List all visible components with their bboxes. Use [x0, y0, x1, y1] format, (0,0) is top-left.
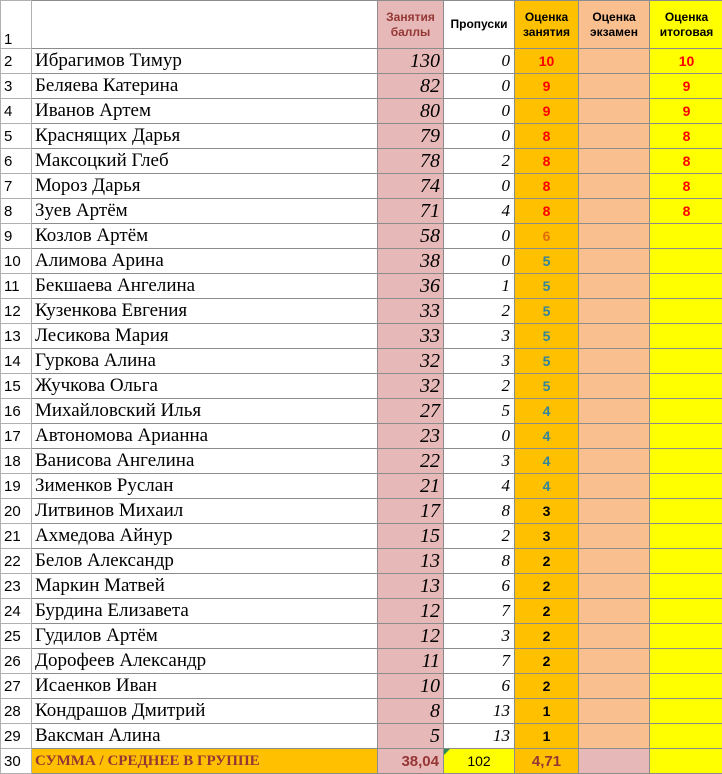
- exam-grade-cell[interactable]: [579, 549, 650, 574]
- student-row: [1, 449, 722, 474]
- score-cell[interactable]: 10: [378, 674, 444, 699]
- row-number[interactable]: 28: [1, 699, 32, 724]
- row-number[interactable]: 24: [1, 599, 32, 624]
- exam-grade-cell[interactable]: [579, 524, 650, 549]
- final-grade-cell[interactable]: [650, 449, 722, 474]
- score-cell[interactable]: 36: [378, 274, 444, 299]
- final-grade-cell[interactable]: [650, 274, 722, 299]
- student-row: [1, 624, 722, 649]
- score-cell[interactable]: 32: [378, 374, 444, 399]
- score-cell[interactable]: 79: [378, 124, 444, 149]
- student-row: [1, 174, 722, 199]
- score-cell[interactable]: 8: [378, 699, 444, 724]
- final-grade-cell[interactable]: 10: [650, 49, 722, 74]
- row-number[interactable]: 6: [1, 149, 32, 174]
- class-grade-cell[interactable]: 4: [515, 449, 579, 474]
- exam-grade-cell[interactable]: [579, 449, 650, 474]
- student-row: [1, 299, 722, 324]
- student-row: [1, 574, 722, 599]
- final-grade-cell[interactable]: [650, 474, 722, 499]
- final-grade-cell[interactable]: [650, 649, 722, 674]
- absences-cell[interactable]: 0: [444, 74, 515, 99]
- class-grade-cell[interactable]: 2: [515, 574, 579, 599]
- score-cell[interactable]: 12: [378, 624, 444, 649]
- row-number[interactable]: 21: [1, 524, 32, 549]
- exam-grade-cell[interactable]: [579, 624, 650, 649]
- exam-grade-cell[interactable]: [579, 74, 650, 99]
- exam-grade-cell[interactable]: [579, 124, 650, 149]
- exam-grade-cell[interactable]: [579, 299, 650, 324]
- student-name-cell[interactable]: Ваксман Алина: [32, 724, 378, 749]
- student-row: [1, 499, 722, 524]
- final-grade-cell[interactable]: [650, 424, 722, 449]
- totals-label[interactable]: СУММА / СРЕДНЕЕ В ГРУППЕ: [32, 749, 378, 774]
- exam-grade-cell[interactable]: [579, 399, 650, 424]
- score-cell[interactable]: 38: [378, 249, 444, 274]
- student-name-cell[interactable]: Бекшаева Ангелина: [32, 274, 378, 299]
- final-grade-cell[interactable]: [650, 699, 722, 724]
- class-grade-cell[interactable]: 9: [515, 74, 579, 99]
- row-number[interactable]: 15: [1, 374, 32, 399]
- student-name-cell[interactable]: Гуркова Алина: [32, 349, 378, 374]
- exam-grade-cell[interactable]: [579, 374, 650, 399]
- row-number[interactable]: 10: [1, 249, 32, 274]
- student-name-cell[interactable]: Ибрагимов Тимур: [32, 49, 378, 74]
- final-grade-cell[interactable]: [650, 724, 722, 749]
- final-grade-cell[interactable]: [650, 524, 722, 549]
- final-grade-cell[interactable]: [650, 349, 722, 374]
- score-cell[interactable]: 23: [378, 424, 444, 449]
- exam-grade-cell[interactable]: [579, 724, 650, 749]
- score-cell[interactable]: 11: [378, 649, 444, 674]
- row-number[interactable]: 3: [1, 74, 32, 99]
- row-number[interactable]: 29: [1, 724, 32, 749]
- exam-grade-cell[interactable]: [579, 674, 650, 699]
- score-cell[interactable]: 13: [378, 574, 444, 599]
- absences-cell[interactable]: 4: [444, 474, 515, 499]
- final-grade-cell[interactable]: 9: [650, 74, 722, 99]
- student-name-cell[interactable]: Краснящих Дарья: [32, 124, 378, 149]
- row-number[interactable]: 13: [1, 324, 32, 349]
- student-row: [1, 324, 722, 349]
- student-row: [1, 349, 722, 374]
- exam-grade-cell[interactable]: [579, 249, 650, 274]
- row-number[interactable]: 11: [1, 274, 32, 299]
- class-grade-cell[interactable]: 2: [515, 649, 579, 674]
- score-cell[interactable]: 21: [378, 474, 444, 499]
- absences-cell[interactable]: 4: [444, 199, 515, 224]
- final-grade-cell[interactable]: [650, 574, 722, 599]
- score-cell[interactable]: 17: [378, 499, 444, 524]
- student-name-cell[interactable]: Беляева Катерина: [32, 74, 378, 99]
- score-cell[interactable]: 15: [378, 524, 444, 549]
- student-name-cell[interactable]: Исаенков Иван: [32, 674, 378, 699]
- student-name-cell[interactable]: Маркин Матвей: [32, 574, 378, 599]
- class-grade-cell[interactable]: 5: [515, 274, 579, 299]
- student-row: [1, 224, 722, 249]
- exam-grade-cell[interactable]: [579, 574, 650, 599]
- absences-cell[interactable]: 8: [444, 549, 515, 574]
- student-name-cell[interactable]: Автономова Арианна: [32, 424, 378, 449]
- row-number[interactable]: 14: [1, 349, 32, 374]
- exam-total-cell[interactable]: [579, 749, 650, 774]
- absences-cell[interactable]: 7: [444, 599, 515, 624]
- exam-grade-cell[interactable]: [579, 274, 650, 299]
- student-name-cell[interactable]: Кузенкова Евгения: [32, 299, 378, 324]
- score-cell[interactable]: 27: [378, 399, 444, 424]
- score-cell[interactable]: 130: [378, 49, 444, 74]
- class-grade-cell[interactable]: 10: [515, 49, 579, 74]
- absences-cell[interactable]: 3: [444, 349, 515, 374]
- row-number[interactable]: 18: [1, 449, 32, 474]
- class-grade-header[interactable]: Оценка занятия: [515, 1, 579, 49]
- class-grade-cell[interactable]: 2: [515, 624, 579, 649]
- row-number[interactable]: 1: [1, 1, 32, 49]
- final-grade-cell[interactable]: 8: [650, 199, 722, 224]
- student-name-cell[interactable]: Бурдина Елизавета: [32, 599, 378, 624]
- class-grade-cell[interactable]: 6: [515, 224, 579, 249]
- exam-grade-cell[interactable]: [579, 599, 650, 624]
- absences-cell[interactable]: 2: [444, 149, 515, 174]
- final-total-cell[interactable]: [650, 749, 722, 774]
- class-grade-cell[interactable]: 1: [515, 699, 579, 724]
- student-row: [1, 549, 722, 574]
- final-grade-cell[interactable]: [650, 549, 722, 574]
- class-grade-cell[interactable]: 5: [515, 299, 579, 324]
- row-number[interactable]: 2: [1, 49, 32, 74]
- exam-grade-cell[interactable]: [579, 424, 650, 449]
- score-cell[interactable]: 33: [378, 324, 444, 349]
- student-row: [1, 49, 722, 74]
- final-grade-cell[interactable]: [650, 499, 722, 524]
- student-row: [1, 99, 722, 124]
- student-row: [1, 599, 722, 624]
- absences-cell[interactable]: 13: [444, 699, 515, 724]
- student-name-cell[interactable]: Алимова Арина: [32, 249, 378, 274]
- absences-cell[interactable]: 3: [444, 449, 515, 474]
- header-row: [1, 1, 722, 49]
- exam-grade-cell[interactable]: [579, 199, 650, 224]
- row-number[interactable]: 17: [1, 424, 32, 449]
- absences-cell[interactable]: 7: [444, 649, 515, 674]
- exam-grade-cell[interactable]: [579, 499, 650, 524]
- class-grade-cell[interactable]: 9: [515, 99, 579, 124]
- row-number[interactable]: 4: [1, 99, 32, 124]
- row-number[interactable]: 9: [1, 224, 32, 249]
- absences-sum-cell[interactable]: [444, 749, 515, 774]
- score-cell[interactable]: 33: [378, 299, 444, 324]
- class-grade-cell[interactable]: 3: [515, 524, 579, 549]
- student-row: [1, 399, 722, 424]
- exam-grade-cell[interactable]: [579, 174, 650, 199]
- student-row: [1, 424, 722, 449]
- exam-grade-cell[interactable]: [579, 99, 650, 124]
- absences-cell[interactable]: 2: [444, 374, 515, 399]
- score-cell[interactable]: 71: [378, 199, 444, 224]
- row-number[interactable]: 23: [1, 574, 32, 599]
- absences-cell[interactable]: 0: [444, 49, 515, 74]
- score-average[interactable]: 38,04: [378, 749, 444, 774]
- score-cell[interactable]: 74: [378, 174, 444, 199]
- formula-error-indicator-icon: [444, 749, 450, 755]
- absences-cell[interactable]: 6: [444, 674, 515, 699]
- student-row: [1, 649, 722, 674]
- absences-cell[interactable]: 2: [444, 299, 515, 324]
- student-row: [1, 374, 722, 399]
- exam-grade-cell[interactable]: [579, 649, 650, 674]
- exam-grade-cell[interactable]: [579, 324, 650, 349]
- final-grade-cell[interactable]: 8: [650, 124, 722, 149]
- exam-grade-cell[interactable]: [579, 224, 650, 249]
- absences-header[interactable]: Пропуски: [444, 1, 515, 49]
- row-number[interactable]: 25: [1, 624, 32, 649]
- student-name-cell[interactable]: Ахмедова Айнур: [32, 524, 378, 549]
- row-number[interactable]: 30: [1, 749, 32, 774]
- student-name-cell[interactable]: Мороз Дарья: [32, 174, 378, 199]
- final-grade-cell[interactable]: [650, 224, 722, 249]
- final-grade-cell[interactable]: [650, 399, 722, 424]
- class-grade-cell[interactable]: 4: [515, 399, 579, 424]
- absences-cell[interactable]: 3: [444, 324, 515, 349]
- score-cell[interactable]: 82: [378, 74, 444, 99]
- class-grade-cell[interactable]: 5: [515, 349, 579, 374]
- row-number[interactable]: 5: [1, 124, 32, 149]
- student-name-cell[interactable]: Кондрашов Дмитрий: [32, 699, 378, 724]
- absences-cell[interactable]: 0: [444, 249, 515, 274]
- row-number[interactable]: 16: [1, 399, 32, 424]
- row-number[interactable]: 26: [1, 649, 32, 674]
- absences-cell[interactable]: 0: [444, 224, 515, 249]
- class-grade-cell[interactable]: 5: [515, 324, 579, 349]
- absences-cell[interactable]: 3: [444, 624, 515, 649]
- absences-cell[interactable]: 1: [444, 274, 515, 299]
- class-grade-cell[interactable]: 2: [515, 549, 579, 574]
- class-grade-cell[interactable]: 2: [515, 674, 579, 699]
- row-number[interactable]: 19: [1, 474, 32, 499]
- class-grade-cell[interactable]: 3: [515, 499, 579, 524]
- final-grade-cell[interactable]: [650, 299, 722, 324]
- row-number[interactable]: 22: [1, 549, 32, 574]
- student-row: [1, 524, 722, 549]
- row-number[interactable]: 7: [1, 174, 32, 199]
- class-grade-cell[interactable]: 8: [515, 149, 579, 174]
- student-name-cell[interactable]: Литвинов Михаил: [32, 499, 378, 524]
- absences-cell[interactable]: 6: [444, 574, 515, 599]
- class-grade-cell[interactable]: 4: [515, 424, 579, 449]
- final-grade-cell[interactable]: [650, 674, 722, 699]
- absences-cell[interactable]: 0: [444, 174, 515, 199]
- absences-cell[interactable]: 8: [444, 499, 515, 524]
- student-row: [1, 674, 722, 699]
- student-row: [1, 699, 722, 724]
- row-number[interactable]: 20: [1, 499, 32, 524]
- score-cell[interactable]: 5: [378, 724, 444, 749]
- class-grade-cell[interactable]: 4: [515, 474, 579, 499]
- student-name-cell[interactable]: Козлов Артём: [32, 224, 378, 249]
- student-row: [1, 249, 722, 274]
- student-name-cell[interactable]: Жучкова Ольга: [32, 374, 378, 399]
- class-grade-cell[interactable]: 1: [515, 724, 579, 749]
- class-grade-cell[interactable]: 8: [515, 174, 579, 199]
- class-grade-cell[interactable]: 8: [515, 199, 579, 224]
- absences-cell[interactable]: 0: [444, 424, 515, 449]
- student-row: [1, 124, 722, 149]
- student-name-cell[interactable]: Иванов Артем: [32, 99, 378, 124]
- totals-row: [1, 749, 722, 774]
- student-name-cell[interactable]: Ванисова Ангелина: [32, 449, 378, 474]
- student-name-cell[interactable]: Михайловский Илья: [32, 399, 378, 424]
- student-row: [1, 474, 722, 499]
- score-cell[interactable]: 58: [378, 224, 444, 249]
- final-grade-cell[interactable]: 9: [650, 99, 722, 124]
- final-grade-header[interactable]: Оценка итоговая: [650, 1, 722, 49]
- final-grade-cell[interactable]: 8: [650, 174, 722, 199]
- class-grade-cell[interactable]: 5: [515, 374, 579, 399]
- final-grade-cell[interactable]: [650, 374, 722, 399]
- row-number[interactable]: 12: [1, 299, 32, 324]
- final-grade-cell[interactable]: [650, 624, 722, 649]
- row-number[interactable]: 27: [1, 674, 32, 699]
- student-name-cell[interactable]: Максоцкий Глеб: [32, 149, 378, 174]
- student-name-cell[interactable]: Белов Александр: [32, 549, 378, 574]
- score-cell[interactable]: 78: [378, 149, 444, 174]
- student-name-cell[interactable]: Гудилов Артём: [32, 624, 378, 649]
- class-grade-cell[interactable]: 5: [515, 249, 579, 274]
- student-name-cell[interactable]: Зуев Артём: [32, 199, 378, 224]
- exam-grade-cell[interactable]: [579, 149, 650, 174]
- student-row: [1, 149, 722, 174]
- final-grade-cell[interactable]: [650, 324, 722, 349]
- score-cell[interactable]: 32: [378, 349, 444, 374]
- student-name-cell[interactable]: Зименков Руслан: [32, 474, 378, 499]
- score-cell[interactable]: 80: [378, 99, 444, 124]
- score-cell[interactable]: 22: [378, 449, 444, 474]
- final-grade-cell[interactable]: 8: [650, 149, 722, 174]
- absences-sum: 102: [467, 753, 490, 769]
- exam-grade-cell[interactable]: [579, 349, 650, 374]
- exam-grade-cell[interactable]: [579, 49, 650, 74]
- final-grade-cell[interactable]: [650, 249, 722, 274]
- exam-grade-header[interactable]: Оценка экзамен: [579, 1, 650, 49]
- absences-cell[interactable]: 0: [444, 124, 515, 149]
- row-number[interactable]: 8: [1, 199, 32, 224]
- exam-grade-cell[interactable]: [579, 699, 650, 724]
- student-row: [1, 724, 722, 749]
- class-grade-cell[interactable]: 2: [515, 599, 579, 624]
- grade-average[interactable]: 4,71: [515, 749, 579, 774]
- name-header-cell[interactable]: [32, 1, 378, 49]
- score-cell[interactable]: 12: [378, 599, 444, 624]
- score-cell[interactable]: 13: [378, 549, 444, 574]
- absences-cell[interactable]: 2: [444, 524, 515, 549]
- absences-cell[interactable]: 5: [444, 399, 515, 424]
- student-name-cell[interactable]: Дорофеев Александр: [32, 649, 378, 674]
- student-row: [1, 199, 722, 224]
- score-header[interactable]: Занятия баллы: [378, 1, 444, 49]
- student-name-cell[interactable]: Лесикова Мария: [32, 324, 378, 349]
- student-row: [1, 274, 722, 299]
- absences-cell[interactable]: 13: [444, 724, 515, 749]
- absences-cell[interactable]: 0: [444, 99, 515, 124]
- student-row: [1, 74, 722, 99]
- final-grade-cell[interactable]: [650, 599, 722, 624]
- exam-grade-cell[interactable]: [579, 474, 650, 499]
- class-grade-cell[interactable]: 8: [515, 124, 579, 149]
